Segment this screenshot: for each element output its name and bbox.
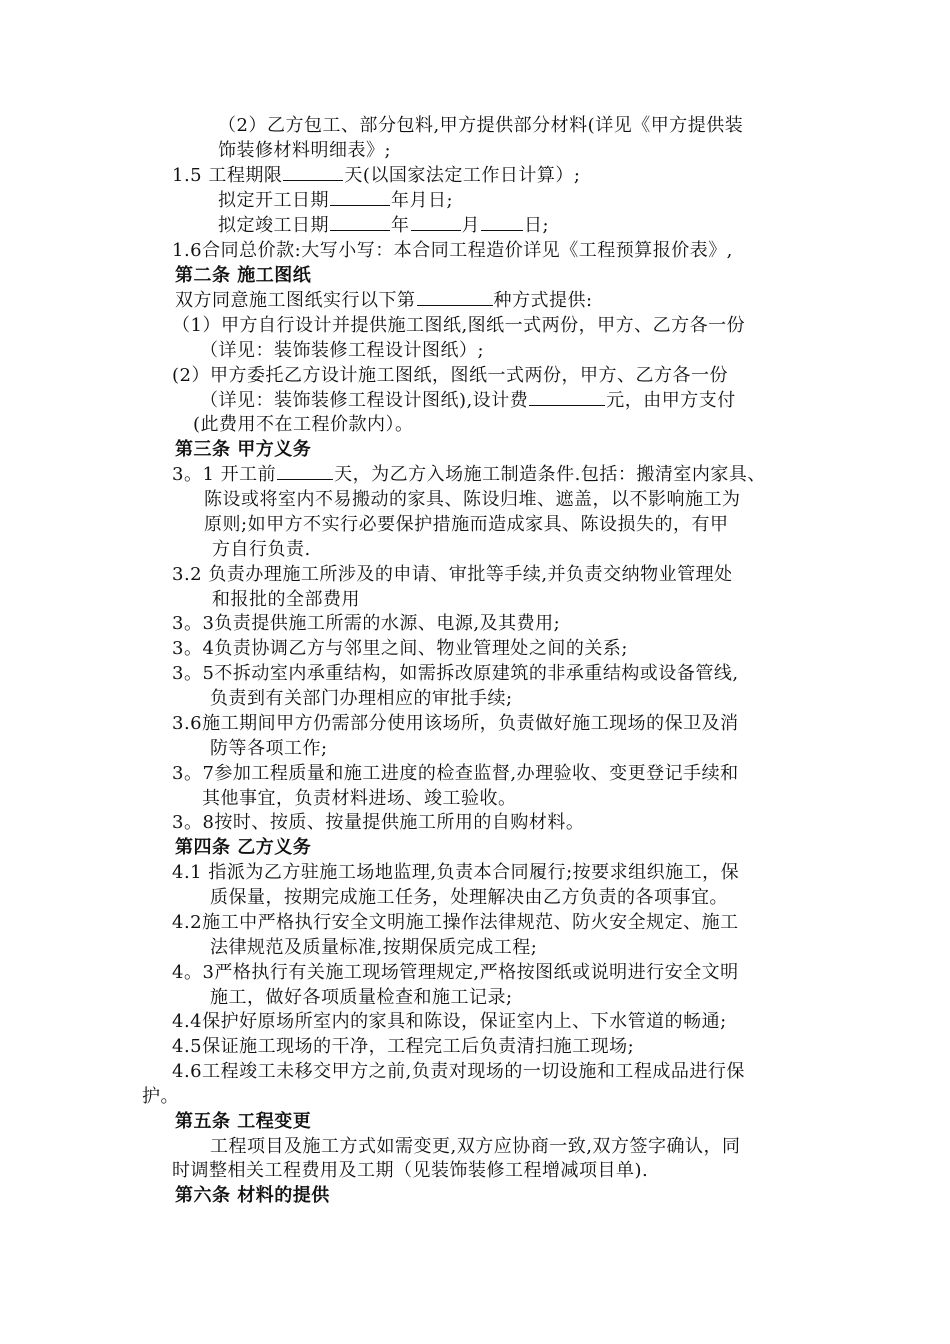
text-line: 3。5不拆动室内承重结构，如需拆改原建筑的非承重结构或设备管线, (172, 663, 739, 684)
text-line: 双方同意施工图纸实行以下第 种方式提供: (175, 290, 593, 311)
text-line: 3。8按时、按质、按量提供施工所用的自购材料。 (172, 812, 585, 833)
text-line: 4.1 指派为乙方驻施工场地监理,负责本合同履行;按要求组织施工，保 (172, 862, 740, 883)
text-line: 方自行负责. (212, 539, 311, 560)
fill-blank[interactable] (417, 289, 493, 306)
text-line: 和报批的全部费用 (212, 589, 360, 610)
fill-blank[interactable] (411, 214, 461, 231)
section-heading: 第六条 材料的提供 (175, 1185, 330, 1206)
text-line: 3。3负责提供施工所需的水源、电源,及其费用; (172, 613, 561, 634)
section-heading: 第三条 甲方义务 (175, 439, 312, 460)
text-line: 拟定竣工日期 年 月 日; (218, 215, 550, 236)
section-heading: 第四条 乙方义务 (175, 837, 312, 858)
fill-blank[interactable] (481, 214, 523, 231)
text-line: (此费用不在工程价款内）。 (193, 414, 414, 435)
text-line: （详见：装饰装修工程设计图纸）; (200, 340, 485, 361)
text-line: 4.6工程竣工未移交甲方之前,负责对现场的一切设施和工程成品进行保 (172, 1061, 745, 1082)
text-line: 法律规范及质量标准,按期保质完成工程; (210, 937, 538, 958)
text-line: 4。3严格执行有关施工现场管理规定,严格按图纸或说明进行安全文明 (172, 962, 739, 983)
fill-blank[interactable] (330, 189, 390, 206)
text-line: 其他事宜，负责材料进场、竣工验收。 (202, 788, 517, 809)
fill-blank[interactable] (277, 463, 333, 480)
text-line: 防等各项工作; (210, 738, 328, 759)
fill-blank[interactable] (283, 164, 343, 181)
text-line: 4.2施工中严格执行安全文明施工操作法律规范、防火安全规定、施工 (172, 912, 739, 933)
text-line: 4.4保护好原场所室内的家具和陈设，保证室内上、下水管道的畅通; (172, 1011, 727, 1032)
text-line: 3。1 开工前 天，为乙方入场施工制造条件.包括：搬清室内家具、 (172, 464, 766, 485)
section-heading: 第二条 施工图纸 (175, 265, 312, 286)
text-line: （1）甲方自行设计并提供施工图纸,图纸一式两份，甲方、乙方各一份 (172, 315, 746, 336)
text-line: 负责到有关部门办理相应的审批手续; (210, 688, 513, 709)
text-line: 3.2 负责办理施工所涉及的申请、审批等手续,并负责交纳物业管理处 (172, 564, 733, 585)
text-line: 陈设或将室内不易搬动的家具、陈设归堆、遮盖，以不影响施工为 (204, 489, 741, 510)
text-line: 1.5 工程期限 天(以国家法定工作日计算）; (172, 165, 581, 186)
text-line: 3。7参加工程质量和施工进度的检查监督,办理验收、变更登记手续和 (172, 763, 739, 784)
text-line: 饰装修材料明细表》; (218, 140, 392, 161)
text-line: 时调整相关工程费用及工期（见装饰装修工程增减项目单). (172, 1160, 649, 1181)
text-line: 3。4负责协调乙方与邻里之间、物业管理处之间的关系; (172, 638, 628, 659)
text-line: 护。 (142, 1086, 179, 1107)
text-line: 4.5保证施工现场的干净，工程完工后负责清扫施工现场; (172, 1036, 635, 1057)
text-line: 质保量，按期完成施工任务，处理解决由乙方负责的各项事宜。 (210, 887, 728, 908)
text-line: 施工，做好各项质量检查和施工记录; (210, 987, 513, 1008)
text-line: （2）乙方包工、部分包料,甲方提供部分材料(详见《甲方提供装 (218, 115, 744, 136)
text-line: 1.6合同总价款:大写小写：本合同工程造价详见《工程预算报价表》, (172, 240, 733, 261)
text-line: 拟定开工日期 年月日; (218, 190, 454, 211)
text-line: 原则;如甲方不实行必要保护措施而造成家具、陈设损失的，有甲 (204, 514, 729, 535)
section-heading: 第五条 工程变更 (175, 1111, 312, 1132)
text-line: 3.6施工期间甲方仍需部分使用该场所，负责做好施工现场的保卫及消 (172, 713, 739, 734)
fill-blank[interactable] (330, 214, 390, 231)
text-line: (2）甲方委托乙方设计施工图纸，图纸一式两份，甲方、乙方各一份 (172, 365, 728, 386)
fill-blank[interactable] (529, 389, 605, 406)
text-line: （详见：装饰装修工程设计图纸),设计费 元，由甲方支付 (200, 390, 736, 411)
text-line: 工程项目及施工方式如需变更,双方应协商一致,双方签字确认，同 (210, 1136, 741, 1157)
